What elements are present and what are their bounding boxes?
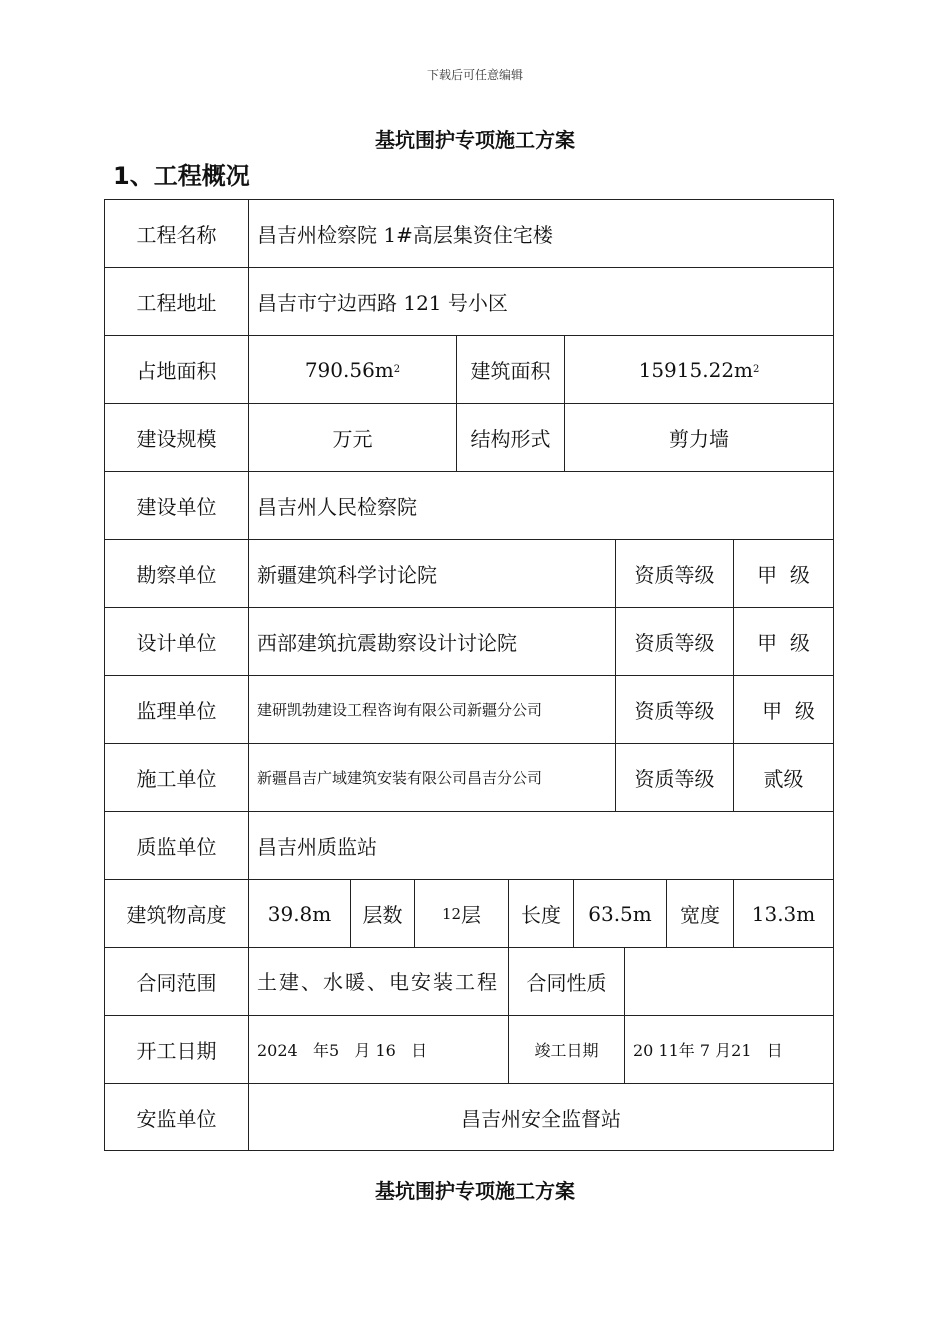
cell-label-length: 长度 <box>508 879 574 948</box>
cell-label-survey: 勘察单位 <box>104 539 249 608</box>
cell-value-scale: 万元 <box>248 403 457 472</box>
cell-label-contractor-qualification: 资质等级 <box>615 743 734 812</box>
cell-value-structure: 剪力墙 <box>564 403 834 472</box>
cell-label-name: 工程名称 <box>104 199 249 268</box>
cell-value-supervision-qualification: 甲 级 <box>733 675 834 744</box>
cell-value-contractor-qualification: 贰级 <box>733 743 834 812</box>
cell-label-contract-nature: 合同性质 <box>508 947 625 1016</box>
cell-label-contractor: 施工单位 <box>104 743 249 812</box>
cell-label-land-area: 占地面积 <box>104 335 249 404</box>
cell-value-address: 昌吉市宁边西路 121 号小区 <box>248 267 834 336</box>
cell-value-design-qualification: 甲 级 <box>733 607 834 676</box>
land-area-superscript: 2 <box>393 364 401 375</box>
cell-label-address: 工程地址 <box>104 267 249 336</box>
cell-label-scale: 建设规模 <box>104 403 249 472</box>
floors-unit: 层 <box>461 903 482 927</box>
cell-label-width: 宽度 <box>666 879 734 948</box>
cell-label-owner: 建设单位 <box>104 471 249 540</box>
cell-label-design-qualification: 资质等级 <box>615 607 734 676</box>
cell-value-survey-qualification: 甲 级 <box>733 539 834 608</box>
cell-value-contractor: 新疆昌吉广域建筑安装有限公司昌吉分公司 <box>248 743 616 812</box>
cell-label-survey-qualification: 资质等级 <box>615 539 734 608</box>
cell-label-design: 设计单位 <box>104 607 249 676</box>
cell-value-quality: 昌吉州质监站 <box>248 811 834 880</box>
cell-label-quality: 质监单位 <box>104 811 249 880</box>
cell-label-height: 建筑物高度 <box>104 879 249 948</box>
cell-label-supervision: 监理单位 <box>104 675 249 744</box>
cell-value-contract-nature <box>624 947 834 1016</box>
cell-label-start-date: 开工日期 <box>104 1015 249 1084</box>
cell-value-design: 西部建筑抗震勘察设计讨论院 <box>248 607 616 676</box>
section-heading: 1、工程概况 <box>113 162 250 190</box>
footer-title: 基坑围护专项施工方案 <box>375 1179 575 1203</box>
cell-value-land-area <box>248 335 457 404</box>
page-header-note: 下载后可任意编辑 <box>426 68 523 82</box>
cell-value-width: 13.3m <box>733 879 834 948</box>
document-title: 基坑围护专项施工方案 <box>375 128 575 152</box>
cell-value-name: 昌吉州检察院 1#高层集资住宅楼 <box>248 199 834 268</box>
cell-value-height: 39.8m <box>248 879 351 948</box>
cell-label-contract-scope: 合同范围 <box>104 947 249 1016</box>
cell-label-finish-date: 竣工日期 <box>508 1015 625 1084</box>
cell-value-building-area <box>564 335 834 404</box>
cell-value-survey: 新疆建筑科学讨论院 <box>248 539 616 608</box>
cell-value-safety: 昌吉州安全监督站 <box>248 1083 834 1151</box>
cell-label-safety: 安监单位 <box>104 1083 249 1151</box>
cell-label-structure: 结构形式 <box>456 403 565 472</box>
cell-value-start-date: 2024 年5 月 16 日 <box>248 1015 509 1084</box>
cell-value-finish-date: 20 11年 7 月21 日 <box>624 1015 834 1084</box>
cell-value-supervision: 建研凯勃建设工程咨询有限公司新疆分公司 <box>248 675 616 744</box>
cell-label-building-area: 建筑面积 <box>456 335 565 404</box>
floors-number: 12 <box>441 904 462 923</box>
cell-label-floors: 层数 <box>350 879 415 948</box>
building-area-number: 15915.22m <box>638 357 754 382</box>
land-area-number: 790.56m <box>304 357 394 382</box>
cell-value-floors <box>414 879 509 948</box>
building-area-superscript: 2 <box>753 364 760 375</box>
cell-value-owner: 昌吉州人民检察院 <box>248 471 834 540</box>
cell-label-supervision-qualification: 资质等级 <box>615 675 734 744</box>
cell-value-contract-scope: 土建、水暖、电安装工程 <box>248 947 509 1016</box>
cell-value-length: 63.5m <box>573 879 667 948</box>
